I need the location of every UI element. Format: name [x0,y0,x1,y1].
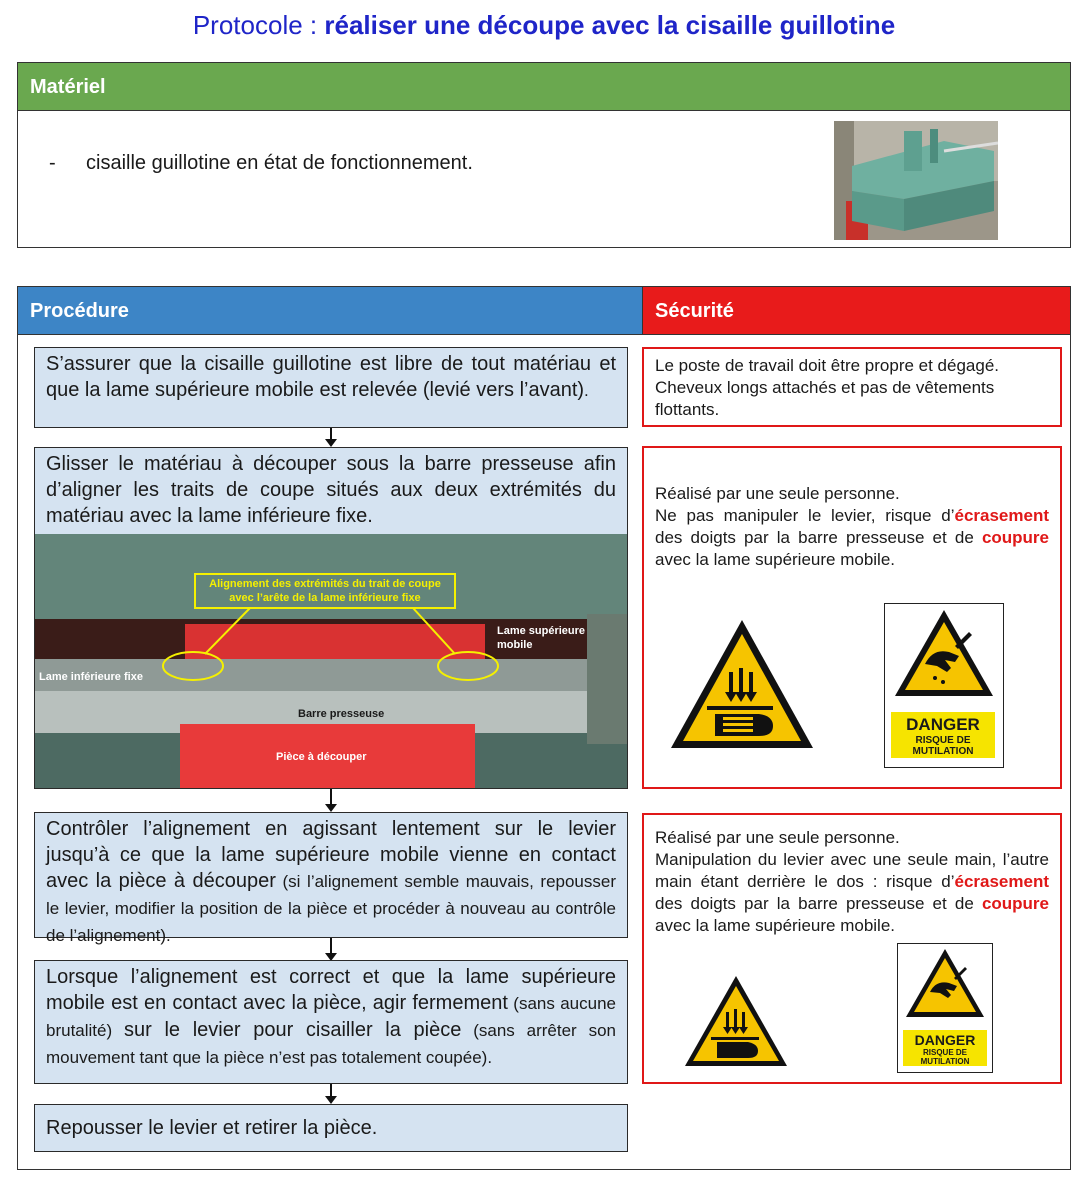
danger-sign-1 [884,603,1004,768]
arrow-1 [330,428,332,445]
step-4-text1: Lorsque l’alignement est correct et que la lame supérieure mobile est en contact avec la pièce, agir fermement [46,966,616,1014]
label-piece: Pièce à découper [276,751,367,763]
procedure-header: Procédure [18,287,643,335]
step-3-note: (si l’alignement semble mauvais, repousser le levier, modifier la position de la pièce et procéder à nouveau au contrôle de l’alignement). [46,872,617,945]
risk-cut: coupure [981,528,1049,547]
label-lower-blade: Lame inférieure fixe [39,671,143,683]
danger-plate-1 [891,712,995,758]
cut-warning-icon [885,604,1003,704]
step-1-tail: . [584,381,589,400]
crush-warning-icon-2 [682,972,790,1070]
step-1-text: S’assurer que la cisaille guillotine est libre de tout matériau et que la lame supérieure mobile est relevée (levié vers l’avant) [46,353,616,401]
risk-crushing-2: écrasement [954,872,1049,891]
label-alignment: Alignement des extrémités du trait de coupe avec l’arête de la lame inférieure fixe [209,578,441,604]
materiel-dash: - [49,152,56,174]
safety-3-body: Manipulation du levier avec une seule main, l’autre main étant derrière le dos : risque d’écrasement des doigts par la barre presseuse et de coupure avec la lame supérieure mobile. [655,850,1049,935]
arrow-3 [330,938,332,959]
step-4 [34,960,628,1084]
step-4-note1: (sans aucune brutalité) [46,994,616,1040]
step-4-note2: (sans arrêter son mouvement tant que la pièce n’est pas totalement coupée). [46,1021,616,1067]
cut-warning-icon-2 [898,944,992,1024]
danger-sign-2 [897,943,993,1073]
safety-2-body: Ne pas manipuler le levier, risque d’écrasement des doigts par la barre presseuse et de coupure avec la lame supérieure mobile. [655,506,1049,569]
securite-header: Sécurité [643,287,1070,335]
step-5-text: Repousser le levier et retirer la pièce. [46,1117,378,1139]
safety-2-line1: Réalisé par une seule personne. [655,484,900,503]
label-upper-blade: Lame supérieure mobile [497,625,586,651]
title-prefix: Protocole : [192,10,325,40]
step-1 [34,347,628,428]
label-press-bar: Barre presseuse [298,708,385,720]
step-3 [34,812,628,945]
step-2-text: Glisser le matériau à découper sous la barre presseuse afin d’aligner les traits de coupe situés aux deux extrémités du matériau avec la lame inférieure fixe. [46,453,616,527]
danger-plate-2 [903,1030,987,1066]
risk-label-1: RISQUE DE MUTILATION [912,735,974,757]
risk-label-2: RISQUE DE MUTILATION [920,1048,970,1066]
danger-label-2: DANGER [914,1032,976,1048]
page-title [0,10,1088,41]
step-5 [34,1104,628,1152]
step-3-text: Contrôler l’alignement en agissant lentement sur le levier jusqu’à ce que la lame supérieure mobile vienne en contact avec la pièce à découper [46,818,616,892]
safety-1-text: Le poste de travail doit être propre et dégagé. Cheveux longs attachés et pas de vêtements flottants. [655,356,1000,419]
risk-cut-2: coupure [981,894,1049,913]
arrow-2 [330,789,332,810]
step-4-text2: sur le levier pour cisailler la pièce [124,1019,462,1041]
materiel-item: cisaille guillotine en état de fonctionnement. [86,152,473,174]
safety-box-1 [642,347,1062,427]
safety-3-line1: Réalisé par une seule personne. [655,828,900,847]
crush-warning-icon [667,614,817,754]
title-main: réaliser une découpe avec la cisaille guillotine [324,10,896,40]
guillotine-photo [834,121,998,240]
danger-label-1: DANGER [906,715,980,734]
risk-crushing: écrasement [954,506,1049,525]
alignment-photo [35,534,627,788]
arrow-4 [330,1084,332,1102]
materiel-header: Matériel [18,63,1070,111]
